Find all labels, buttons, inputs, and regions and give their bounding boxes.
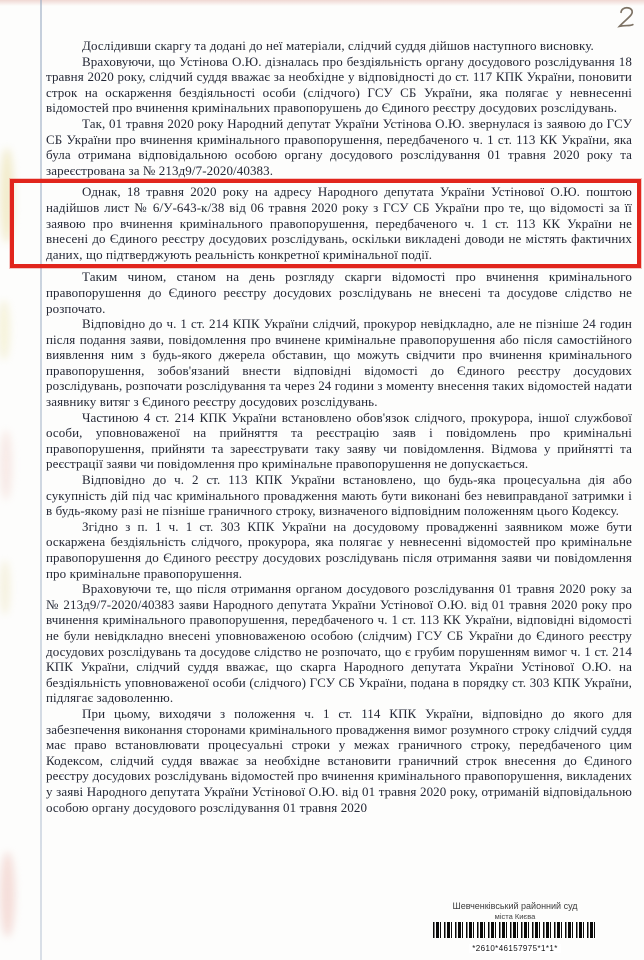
paragraph: Враховуючи те, що після отримання органом досудового розслідування 01 травня 2020 року за № 213д9/7-2020/40383 заяви Народного депутата України Устінової О.Ю. від 01 травня 2020 року про вчинення кримінального правопорушення, передбаченого ч. 1 ст. 113 КК України, відповідні відомості не були невідкладно внесені уповноваженою особою (слідчим) ГСУ СБ України до Єдиного реєстру досудових розслідувань та досудове слідство не розпочато, що є грубим порушенням вимог ч. 1 ст. 214 КПК України, слідчий суддя вважає, що скарга Народного депутата України Устінової О.Ю. на бездіяльність уповноваженої особи (слідчого) ГСУ СБ України, подана в порядку ст. 303 КПК України, підлягає задоволенню. [46,581,632,706]
paragraph: Враховуючи, що Устінова О.Ю. дізналась про бездіяльність органу досудового розслідування 18 травня 2020 року, слідчий суддя вважає за необхідне у відповідності до ст. 117 КПК України, поновити строк на оскарження бездіяльності особи (слідчого) ГСУ СБ України, яка полягає у невнесенні відомостей про вчинення кримінальних правопорушень до Єдиного реєстру досудових розслідувань. [46,53,632,116]
paragraph: При цьому, виходячи з положення ч. 1 ст. 114 КПК України, відповідно до якого для забезпечення виконання сторонами кримінального провадження вимог розумного строку слідчий суддя має право встановлювати процесуальні строки у межах граничного строку, передбаченого цим Кодексом, слідчий суддя вважає за необхідне встановити граничний строк внесення до Єдиного реєстру досудових розслідувань відомостей про вчинення кримінального правопорушення, викладених у заяві Народного депутата України Устінової О.Ю. від 01 травня 2020 року, отриманій відповідальною особою органу досудового розслідування 01 травня 2020 [46,705,632,815]
scan-artifact-smudge [0,560,10,615]
page-edge-line [40,0,42,960]
paragraph: Таким чином, станом на день розгляду скарги відомості про вчинення кримінального правопорушення до Єдиного реєстру досудових розслідувань не внесені та досудове слідство не розпочато. [46,269,632,316]
paragraph: Відповідно до ч. 1 ст. 214 КПК України слідчий, прокурор невідкладно, але не пізніше 24 годин після подання заяви, повідомлення про вчинене кримінальне правопорушення або після самостійного виявлення ним з будь-якого джерела обставин, що можуть свідчити про вчинення кримінального правопорушення, зобов'язаний внести відповідні відомості до Єдиного реєстру досудових розслідувань, розпочати розслідування та через 24 години з моменту внесення таких відомостей надати заявнику витяг з Єдиного реєстру досудових розслідувань. [46,316,632,410]
barcode [433,922,597,938]
body-text [46,38,632,815]
paragraph: Згідно з п. 1 ч. 1 ст. 303 КПК України на досудовому провадженні заявником може бути оскаржена бездіяльність слідчого, прокурора, яка полягає у невнесенні відомостей про кримінальне правопорушення до Єдиного реєстру досудових розслідувань після отримання заяви чи повідомлення про кримінальне правопорушення. [46,518,632,581]
paragraph: Дослідивши скаргу та додані до неї матеріали, слідчий суддя дійшов наступного висновку. [82,38,594,53]
paragraph-highlighted: Однак, 18 травня 2020 року на адресу Народного депутата України Устінової О.Ю. поштою надійшов лист № 6/У-643-к/38 від 06 травня 2020 року з ГСУ СБ України про те, що відомості за її заявою про вчинення кримінального правопорушення, передбаченого ч. 1 ст. 113 КК України не внесені до Єдиного реєстру досудових розслідувань, оскільки викладені доводи не містять фактичних даних, що підтверджують реальність конкретної кримінальної події. [46,184,632,262]
paragraph: Відповідно до ч. 2 ст. 113 КПК України встановлено, що будь-яка процесуальна дія або сукупність дій під час кримінального провадження мають бути виконані без невиправданої затримки і в будь-якому разі не пізніше граничного строку, визначеного відповідним положенням цього Кодексу. [46,472,632,519]
paragraph: Так, 01 травня 2020 року Народний депутат України Устінова О.Ю. звернулася із заявою до ГСУ СБ України про вчинення кримінального правопорушення, передбаченого ч. 1 ст. 113 КК України, яка була отримана відповідальною особою органу досудового розслідування 01 травня 2020 року та зареєстрована за № 213д9/7-2020/40383. [46,115,632,178]
scan-artifact-smudge [0,852,15,937]
highlight-box [10,179,641,268]
court-stamp [398,901,632,956]
paragraph: Частиною 4 ст. 214 КПК України встановлено обов'язок слідчого, прокурора, іншої службової особи, уповноваженої на прийняття та реєстрацію заяв і повідомлень про кримінальні правопорушення, прийняти та зареєструвати таку заяву чи повідомлення. Відмова у прийнятті та реєстрації заяви чи повідомлення про кримінальне правопорушення не допускається. [46,409,632,472]
handwritten-two-glyph [615,4,640,36]
handwritten-page-number [614,4,640,41]
stamp-city: міста Києва [494,912,536,921]
barcode-number: *2610*46157975*1*1* [469,944,560,953]
stamp-court-name: Шевченківський районний суд [452,901,578,911]
scan-artifact-smudge [0,430,12,500]
scan-artifact-smudge [0,300,10,360]
scan-artifact-top-band [0,0,644,6]
